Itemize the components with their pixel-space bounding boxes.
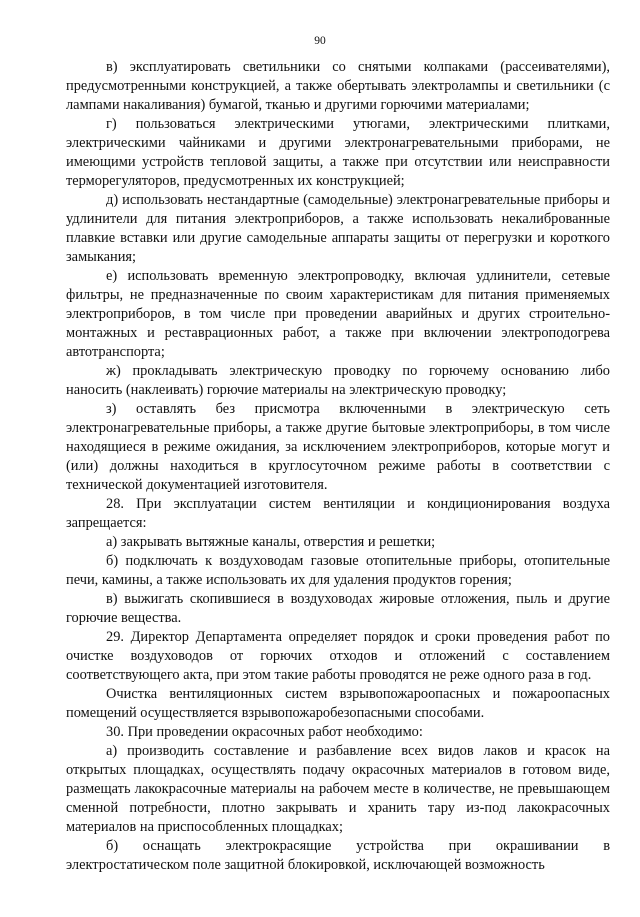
paragraph-item-a-30: а) производить составление и разбавление всех видов лаков и красок на открытых площадках, осуществлять подачу окрасочных материалов в готовом виде, размещать лакокрасочные материалы на рабочем месте в количестве, не превышающем сменной потребности, плотно закрывать и хранить тару из-под лакокрасочных материалов на приспособленных площадках; [66,743,610,835]
paragraph-item-a-28: а) закрывать вытяжные каналы, отверстия и решетки; [106,534,436,550]
paragraph-item-v: в) эксплуатировать светильники со снятыми колпаками (рассеивателями), предусмотренными конструкцией, а также обертывать электролампы и светильники (с лампами накаливания) бумагой, тканью и другими горючими материалами; [66,59,610,113]
paragraph-item-v-28: в) выжигать скопившиеся в воздуховодах жировые отложения, пыль и другие горючие вещества. [66,591,610,626]
paragraph-item-e: е) использовать временную электропроводку, включая удлинители, сетевые фильтры, не предназначенные по своим характеристикам для питания применяемых электроприборов, в том числе при проведении аварийных и других строительно-монтажных и реставрационных работ, а также при включении электроподогрева автотранспорта; [66,268,610,360]
paragraph-item-b-30: б) оснащать электрокрасящие устройства при окрашивании в электростатическом поле защитной блокировкой, исключающей возможность [66,838,610,873]
paragraph-item-z: з) оставлять без присмотра включенными в электрическую сеть электронагревательные приборы, а также другие бытовые электроприборы, в том числе находящиеся в режиме ожидания, за исключением электроприборов, которые могут и (или) должны находиться в круглосуточном режиме работы в соответствии с технической документацией изготовителя. [66,401,610,493]
paragraph-clause-29: 29. Директор Департамента определяет порядок и сроки проведения работ по очистке воздуховодов от горючих отходов и отложений с составлением соответствующего акта, при этом такие работы проводятся не реже одного раза в год. [66,629,610,683]
paragraph-ventilation-cleaning: Очистка вентиляционных систем взрывопожароопасных и пожароопасных помещений осуществляется взрывопожаробезопасными способами. [66,686,610,721]
paragraph-item-d: д) использовать нестандартные (самодельные) электронагревательные приборы и удлинители для питания электроприборов, а также использовать некалиброванные плавкие вставки или другие самодельные аппараты защиты от перегрузки и короткого замыкания; [66,192,610,265]
paragraph-item-b-28: б) подключать к воздуховодам газовые отопительные приборы, отопительные печи, камины, а также использовать их для удаления продуктов горения; [66,553,610,588]
paragraph-item-zh: ж) прокладывать электрическую проводку по горючему основанию либо наносить (наклеивать) горючие материалы на электрическую проводку; [66,363,610,398]
page-number: 90 [314,35,326,47]
paragraph-clause-30: 30. При проведении окрасочных работ необходимо: [106,724,423,740]
paragraph-clause-28: 28. При эксплуатации систем вентиляции и кондиционирования воздуха запрещается: [66,496,610,531]
document-body [66,58,610,875]
paragraph-item-g: г) пользоваться электрическими утюгами, электрическими плитками, электрическими чайниками и другими электронагревательными приборами, не имеющими устройств тепловой защиты, а также при отсутствии или неисправности терморегуляторов, предусмотренных их конструкцией; [66,116,610,189]
